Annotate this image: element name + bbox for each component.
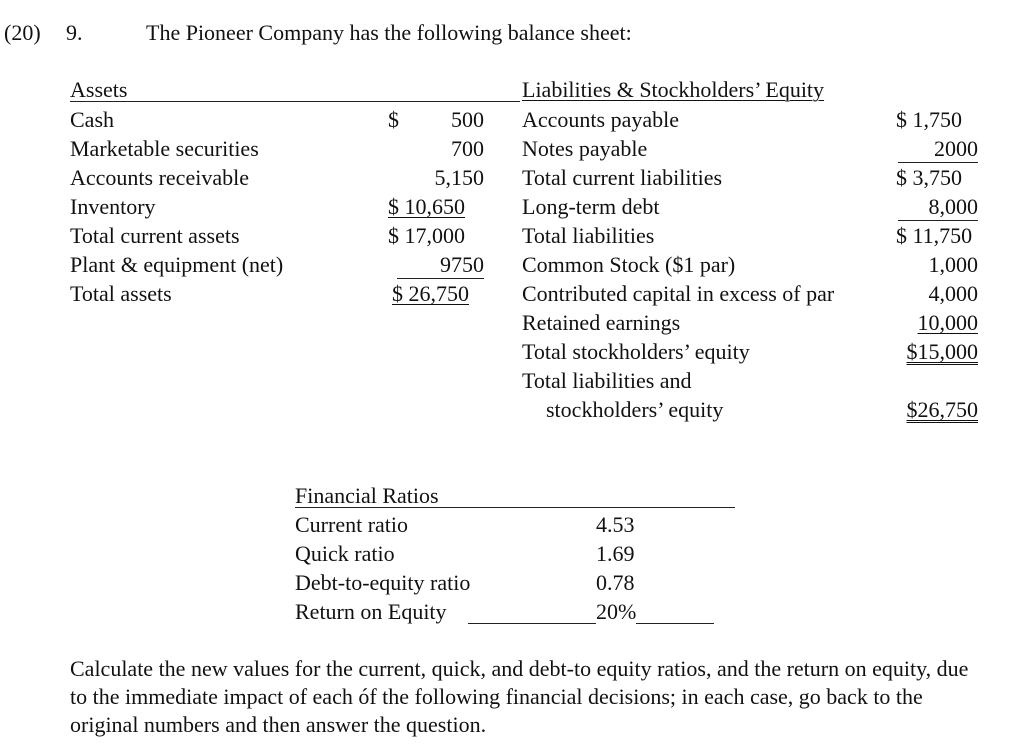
liability-label-common-stock: Common Stock ($1 par)	[522, 252, 736, 277]
asset-value-marketable-securities: 700	[451, 136, 484, 161]
asset-label-total-assets: Total assets	[70, 281, 172, 306]
ratios-header: Financial Ratios	[295, 483, 439, 508]
asset-value-total-assets: $ 26,750	[392, 281, 469, 306]
long-term-debt-underline	[898, 220, 978, 221]
assets-dollar-sign: $	[388, 107, 399, 132]
liability-label-accounts-payable: Accounts payable	[522, 107, 679, 132]
asset-label-accounts-receivable: Accounts receivable	[70, 165, 249, 190]
asset-label-total-current-assets: Total current assets	[70, 223, 240, 248]
liability-value-long-term-debt: 8,000	[928, 194, 978, 219]
liability-label-total-liabilities: Total liabilities	[522, 223, 655, 248]
liability-value-contributed-capital: 4,000	[928, 281, 978, 306]
asset-value-cash: 500	[451, 107, 484, 132]
liability-value-common-stock: 1,000	[928, 252, 978, 277]
ratio-label-current: Current ratio	[295, 512, 409, 537]
assets-header: Assets	[70, 77, 128, 102]
asset-label-plant-equipment: Plant & equipment (net)	[70, 252, 284, 277]
asset-value-inventory: $ 10,650	[388, 194, 465, 219]
liability-label-long-term-debt: Long-term debt	[522, 194, 660, 219]
liability-label-contributed-capital: Contributed capital in excess of par	[522, 281, 835, 306]
assets-header-rule	[70, 101, 520, 102]
asset-value-plant-equipment: 9750	[440, 252, 484, 277]
problem-number: 9.	[66, 20, 83, 45]
ratio-value-debt-to-equity: 0.78	[596, 570, 635, 595]
asset-label-cash: Cash	[70, 107, 114, 132]
ratios-header-rule	[295, 507, 735, 508]
ratio-label-return-on-equity: Return on Equity	[295, 599, 447, 624]
ratio-value-return-on-equity: 20%	[596, 599, 637, 624]
roe-fill-line-right	[636, 623, 714, 624]
asset-label-marketable-securities: Marketable securities	[70, 136, 259, 161]
liability-value-retained-earnings: 10,000	[917, 310, 978, 335]
roe-fill-line-left	[468, 623, 596, 624]
liability-label-total-liabilities-and: Total liabilities and	[522, 368, 692, 393]
ratio-value-current: 4.53	[596, 512, 635, 537]
asset-label-inventory: Inventory	[70, 194, 156, 219]
liability-value-total-current-liabilities: $ 3,750	[896, 165, 962, 190]
problem-points: (20)	[4, 20, 41, 45]
liability-label-retained-earnings: Retained earnings	[522, 310, 681, 335]
instruction-paragraph: Calculate the new values for the current, quick, and debt-to equity ratios, and the return on equity, due to the immediate impact of each óf the following financial decisions; in each case, go back to the original numbers and then answer the question.	[70, 656, 969, 737]
liability-value-total-liabilities: $ 11,750	[896, 223, 973, 248]
liability-value-total-liabilities-and-equity: $26,750	[906, 397, 978, 422]
liability-value-notes-payable: 2000	[934, 136, 978, 161]
liability-value-total-stockholders-equity: $15,000	[906, 339, 978, 364]
plant-equipment-underline	[397, 278, 484, 279]
ratio-label-quick: Quick ratio	[295, 541, 395, 566]
liability-label-stockholders-equity: stockholders’ equity	[546, 397, 724, 422]
asset-value-accounts-receivable: 5,150	[434, 165, 484, 190]
liability-value-accounts-payable: $ 1,750	[896, 107, 962, 132]
liabilities-header: Liabilities & Stockholders’ Equity	[522, 77, 825, 102]
problem-prompt: The Pioneer Company has the following balance sheet:	[146, 20, 632, 45]
notes-payable-underline	[898, 162, 978, 163]
liability-label-total-stockholders-equity: Total stockholders’ equity	[522, 339, 750, 364]
asset-value-total-current-assets: $ 17,000	[388, 223, 465, 248]
ratio-label-debt-to-equity: Debt-to-equity ratio	[295, 570, 471, 595]
liability-label-total-current-liabilities: Total current liabilities	[522, 165, 723, 190]
liability-label-notes-payable: Notes payable	[522, 136, 648, 161]
ratio-value-quick: 1.69	[596, 541, 635, 566]
